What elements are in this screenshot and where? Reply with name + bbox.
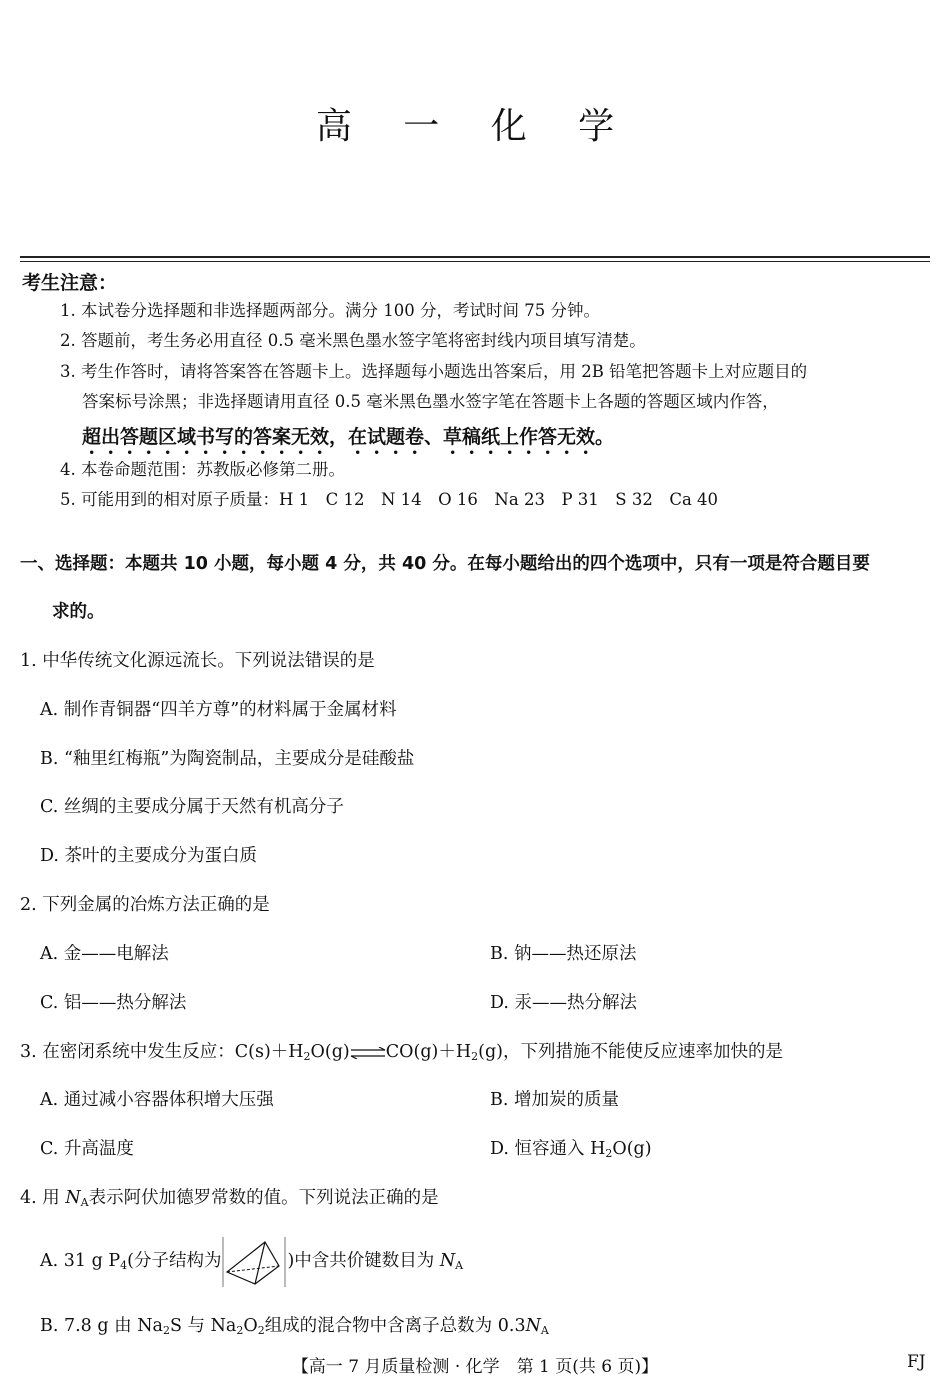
question-1-option-a: A. 制作青铜器“四羊方尊”的材料属于金属材料 (40, 700, 397, 720)
question-3-stem: 3. 在密闭系统中发生反应：$C(s)+H_2O(g)$ $CO(g)+H_2(g)$，下列措施不能使反应速率加快的是 (20, 1042, 783, 1063)
notice-item-3-cont: 答案标号涂黑；非选择题请用直径 0.5 毫米黑色墨水签字笔在答题卡上各题的答题区域内作答， (82, 392, 779, 411)
notice-item-2: 2. 答题前，考生务必用直径 0.5 毫米黑色墨水签字笔将密封线内项目填写清楚。 (60, 331, 646, 350)
question-4-option-a: A. 31 g $P_4$(分子结构为 )中含共价键数目为 $N_A$ (40, 1247, 463, 1272)
question-2-option-d: D. 汞——热分解法 (490, 993, 638, 1013)
footer-code: FJ (907, 1352, 926, 1372)
question-2-stem: 2. 下列金属的冶炼方法正确的是 (20, 895, 270, 915)
section-heading: 一、选择题：本题共 10 小题，每小题 4 分，共 40 分。在每小题给出的四个选项中，只有一项是符合题目要 (20, 554, 870, 574)
page-footer: 【高一 7 月质量检测 · 化学 第 1 页(共 6 页)】 (291, 1357, 659, 1377)
notice-item-1: 1. 本试卷分选择题和非选择题两部分。满分 100 分，考试时间 75 分钟。 (60, 301, 600, 320)
question-3-option-d: D. 恒容通入 $H_2O(g)$ (490, 1139, 652, 1160)
question-3-option-c: C. 升高温度 (40, 1139, 134, 1159)
question-1-stem: 1. 中华传统文化源远流长。下列说法错误的是 (20, 651, 375, 671)
notice-heading: 考生注意： (22, 272, 118, 294)
notice-item-5: 5. 可能用到的相对原子质量：H 1 C 12 N 14 O 16 Na 23 P 31 S 32 Ca 40 (60, 490, 719, 509)
header-rule-thick (20, 256, 930, 258)
notice-item-4: 4. 本卷命题范围：苏教版必修第二册。 (60, 460, 345, 479)
question-2-option-b: B. 钠——热还原法 (490, 944, 637, 964)
question-1-option-b: B. “釉里红梅瓶”为陶瓷制品，主要成分是硅酸盐 (40, 749, 415, 769)
header-rule-thin (20, 261, 930, 262)
notice-item-3-emphasis: 超出答题区域书写的答案无效，在试题卷、草稿纸上作答无效。 (82, 426, 615, 448)
question-1-option-c: C. 丝绸的主要成分属于天然有机高分子 (40, 797, 344, 817)
p4-tetrahedron-diagram (221, 1236, 287, 1288)
question-3-option-b: B. 增加炭的质量 (490, 1090, 619, 1110)
section-heading-cont: 求的。 (52, 602, 105, 622)
notice-item-3: 3. 考生作答时，请将答案答在答题卡上。选择题每小题选出答案后，用 2B 铅笔把答题卡上对应题目的 (60, 362, 808, 381)
question-4-option-b: B. 7.8 g 由 $Na_2S$ 与 $Na_2O_2$组成的混合物中含离子总数为 $0.3N_A$ (40, 1316, 549, 1337)
page-title: 高 一 化 学 (315, 106, 635, 147)
question-3-option-a: A. 通过减小容器体积增大压强 (40, 1090, 274, 1110)
question-1-option-d: D. 茶叶的主要成分为蛋白质 (40, 846, 258, 866)
equilibrium-arrow-icon (350, 1047, 386, 1059)
question-2-option-a: A. 金——电解法 (40, 944, 169, 964)
question-2-option-c: C. 铝——热分解法 (40, 993, 187, 1013)
question-4-stem: 4. 用 $N_A$表示阿伏加德罗常数的值。下列说法正确的是 (20, 1188, 439, 1209)
